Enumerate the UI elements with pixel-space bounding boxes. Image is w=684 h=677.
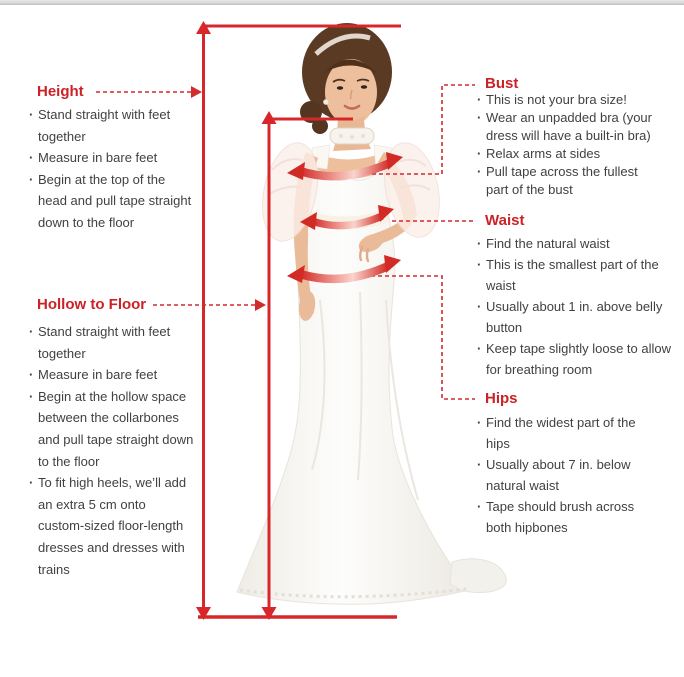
model-eye — [361, 85, 367, 88]
bullet-item — [29, 147, 195, 169]
bust-bullets — [477, 91, 673, 199]
bullet-text: Usually about 1 in. above belly button — [486, 299, 663, 335]
hollow-connector-arrow-icon — [255, 299, 266, 311]
bullet-item — [29, 321, 195, 364]
bullet-dot: · — [29, 171, 34, 187]
height-title: Height — [37, 83, 84, 100]
bullet-dot: · — [477, 146, 482, 161]
bullet-dot: · — [477, 415, 482, 430]
bullet-dot: · — [29, 388, 34, 404]
model-earring — [323, 99, 328, 104]
bullet-text: Begin at the top of the head and pull tape straight down to the floor — [38, 171, 192, 230]
bullet-text: Wear an unpadded bra (your dress will have a built-in bra) — [486, 110, 652, 143]
bullet-dot: · — [477, 110, 482, 125]
hollow-to-floor-title: Hollow to Floor — [37, 296, 147, 313]
bullet-text: Stand straight with feet together — [38, 324, 171, 361]
bullet-dot: · — [29, 367, 34, 383]
bullet-text: Stand straight with feet together — [38, 107, 171, 144]
bullet-dot: · — [477, 236, 482, 251]
bullet-text: Relax arms at sides — [486, 146, 601, 161]
bullet-text: Begin at the hollow space between the collarbones and pull tape straight down to the floor — [38, 388, 194, 469]
bullet-dot: · — [29, 475, 34, 491]
bullet-item — [29, 169, 195, 234]
bullet-item — [477, 496, 673, 538]
bullet-item — [477, 338, 673, 380]
bullet-item — [477, 233, 673, 254]
bullet-text: Tape should brush across both hipbones — [486, 499, 635, 535]
bullet-text: Keep tape slightly loose to allow for breathing room — [486, 341, 672, 377]
bullet-text: Find the widest part of the hips — [486, 415, 636, 451]
bullet-dot: · — [477, 341, 482, 356]
bullet-dot: · — [477, 299, 482, 314]
bullet-text: This is the smallest part of the waist — [486, 257, 659, 293]
model-choker-bead — [350, 135, 354, 139]
hips-bullets — [477, 412, 673, 538]
hollow-to-floor-bullets — [29, 321, 195, 580]
bullet-text: Measure in bare feet — [38, 150, 158, 166]
height-bullets — [29, 104, 195, 234]
model-photo — [237, 23, 506, 604]
bullet-item — [29, 364, 195, 386]
bullet-item — [29, 386, 195, 472]
bullet-dot: · — [477, 257, 482, 272]
bullet-text: Find the natural waist — [486, 236, 610, 251]
bullet-dot: · — [477, 499, 482, 514]
bullet-text: This is not your bra size! — [486, 92, 627, 107]
bullet-item — [477, 454, 673, 496]
bullet-text: Usually about 7 in. below natural waist — [486, 457, 631, 493]
bullet-dot: · — [477, 92, 482, 107]
bullet-item — [477, 296, 673, 338]
bullet-item — [477, 91, 673, 109]
bullet-dot: · — [477, 457, 482, 472]
bullet-item — [29, 104, 195, 147]
bullet-item — [477, 109, 673, 145]
hips-title: Hips — [485, 390, 518, 407]
waist-bullets — [477, 233, 673, 380]
bullet-dot: · — [477, 164, 482, 179]
bullet-item — [477, 254, 673, 296]
bullet-text: To fit high heels, we’ll add an extra 5 cm onto custom-sized floor-length dresses and dresses with trains — [38, 475, 187, 577]
model-choker-bead — [361, 134, 365, 138]
model-dress-train — [450, 559, 506, 593]
bullet-dot: · — [29, 107, 34, 122]
bullet-item — [29, 472, 195, 580]
height-connector-arrow-icon — [191, 86, 202, 98]
bullet-text: Pull tape across the fullest part of the bust — [486, 164, 638, 197]
bullet-text: Measure in bare feet — [38, 367, 158, 383]
bullet-item — [477, 412, 673, 454]
bullet-item — [477, 163, 673, 199]
waist-title: Waist — [485, 212, 525, 229]
bust-title: Bust — [485, 75, 519, 92]
model-choker-bead — [339, 134, 343, 138]
bullet-dot: · — [29, 150, 34, 166]
bullet-dot: · — [29, 324, 34, 339]
model-eye — [337, 86, 343, 89]
bullet-item — [477, 145, 673, 163]
